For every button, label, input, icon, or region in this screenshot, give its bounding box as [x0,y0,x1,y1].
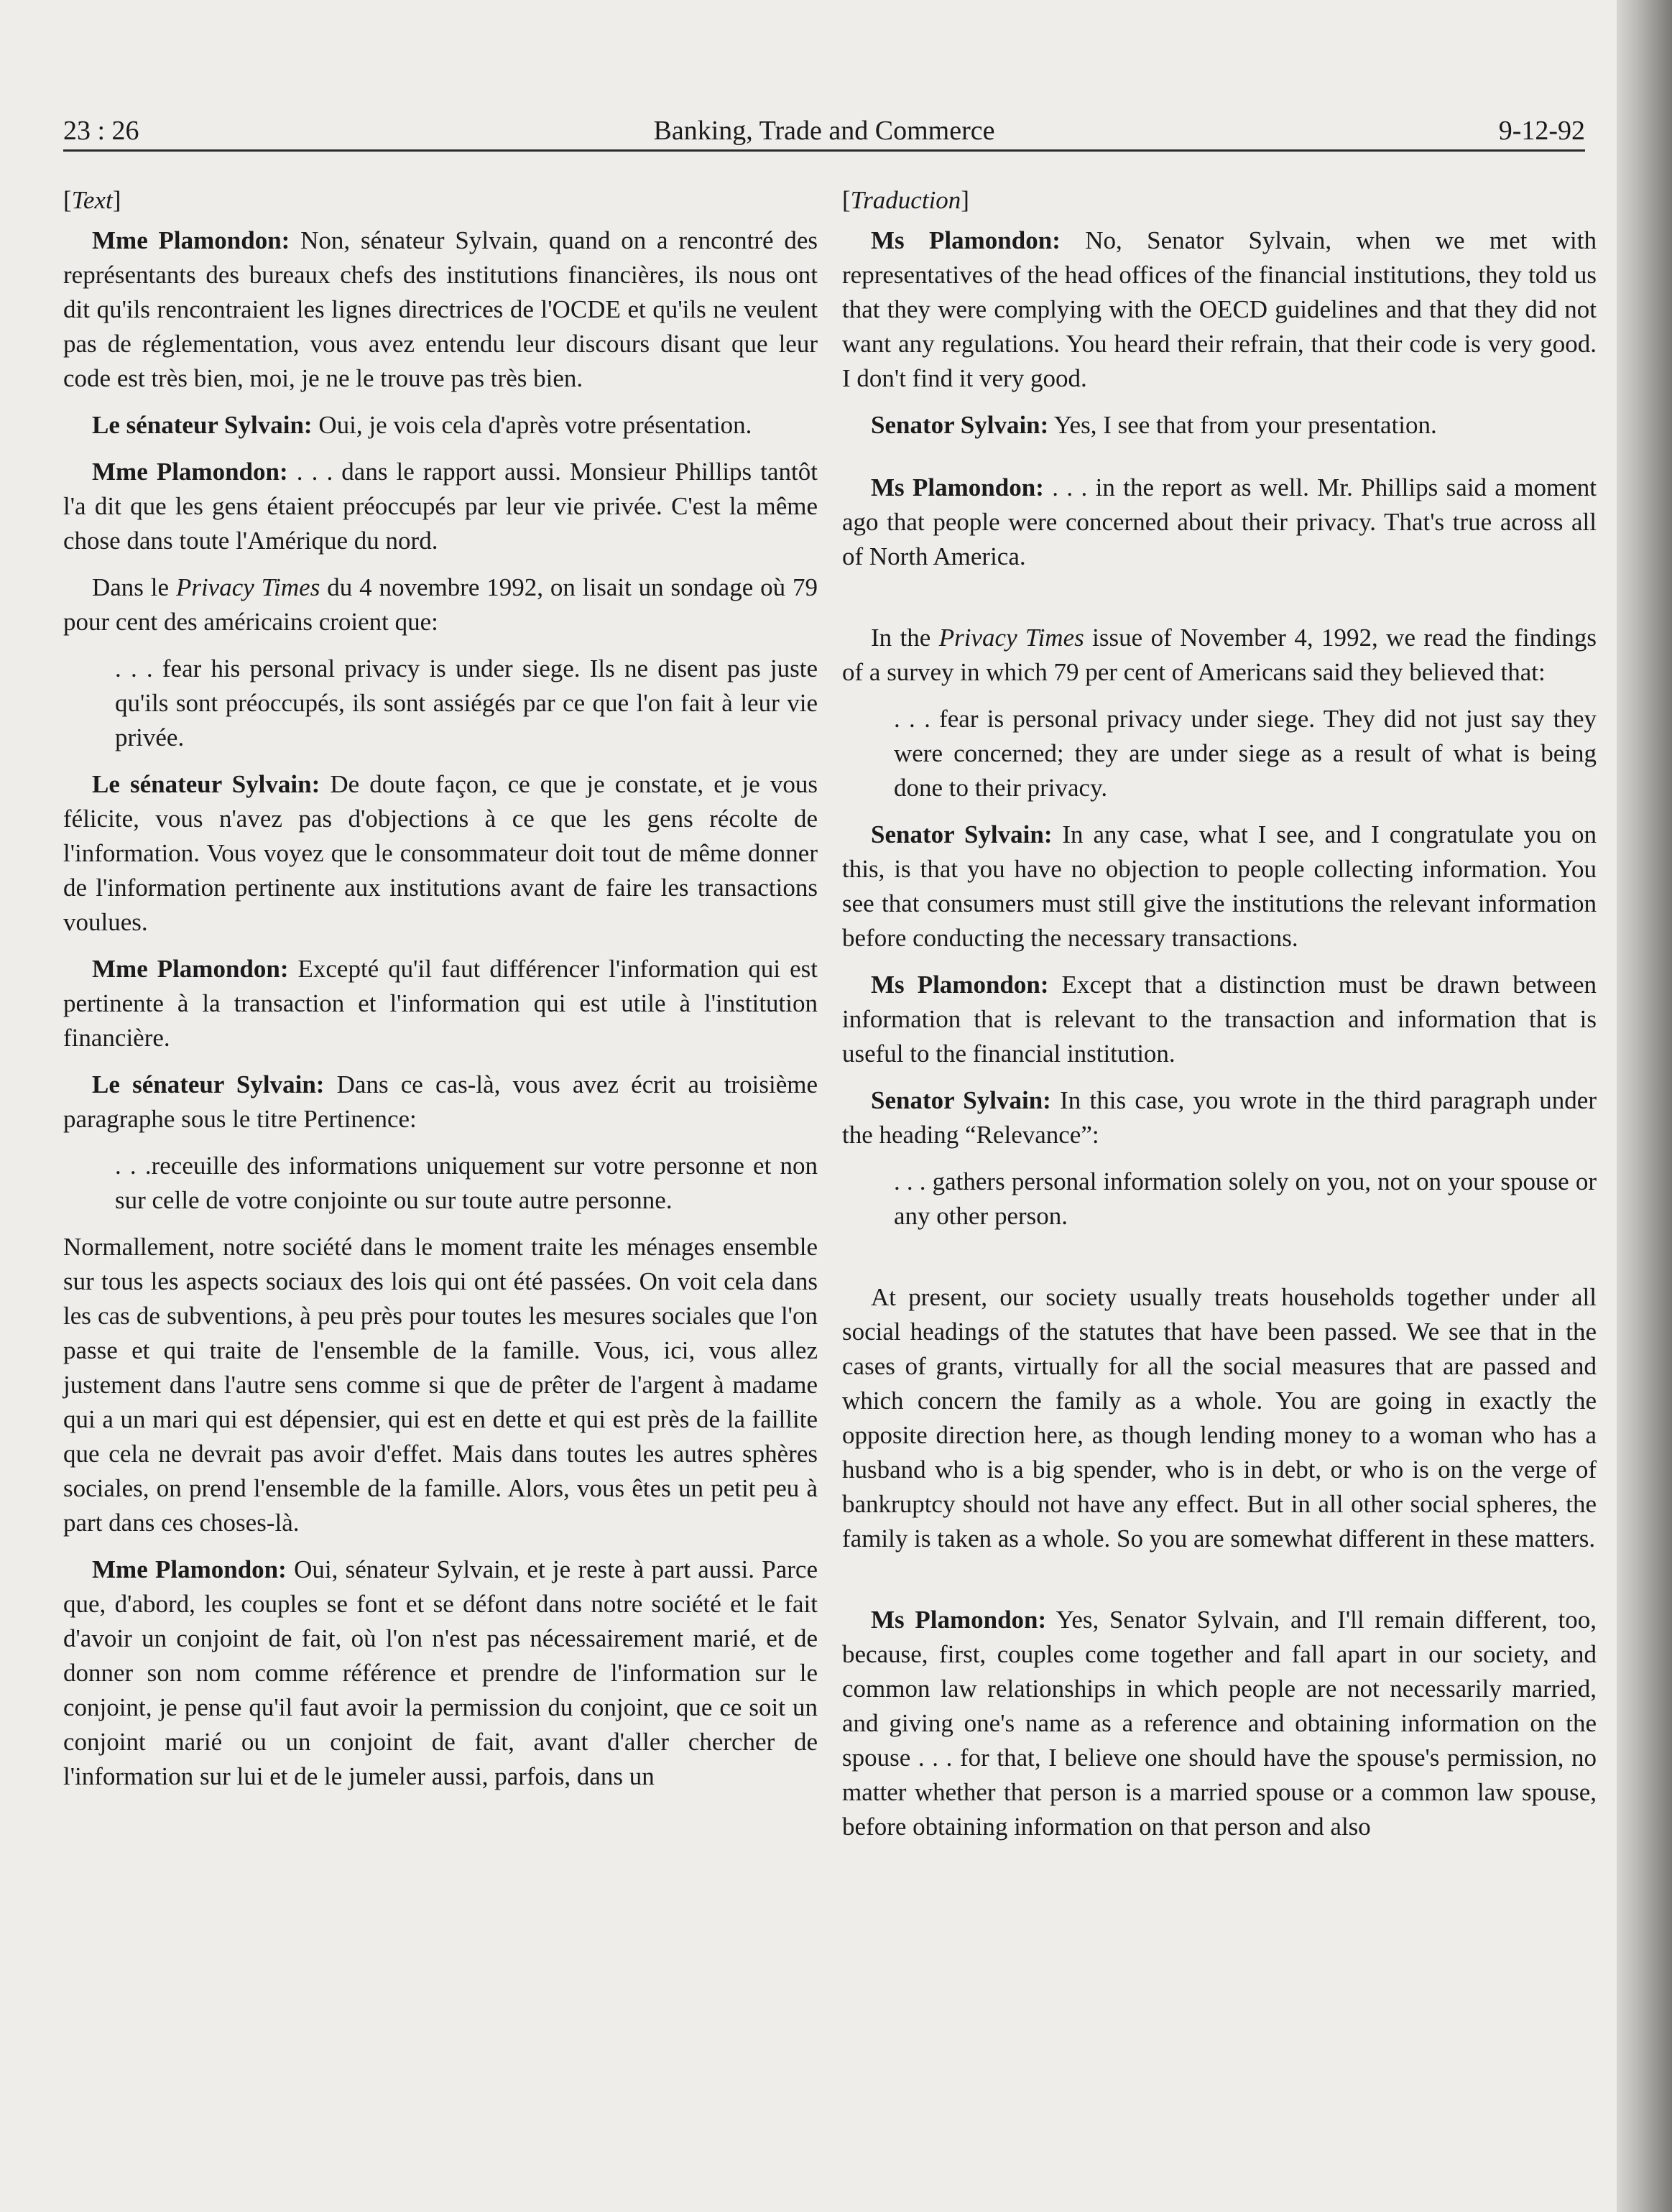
speaker-name: Le sénateur Sylvain: [92,1070,325,1098]
spacer [842,455,1597,471]
paragraph: At present, our society usually treats households together under all social headings of the statutes that have been passed. We see that in the cases of grants, virtually for all the social measures that are passed and which concern the family as a whole. You are going in exactly the opposite direction here, as though lending money to a woman who has a husband who is a big spender, who is in debt, or who is on the verge of bankruptcy should not have any effect. But in all other social spheres, the family is taken as a whole. So you are somewhat different in these matters. [842,1283,1597,1552]
page-number: 23 : 26 [63,116,139,146]
paragraph: Senator Sylvain: Yes, I see that from your presentation. [871,411,1437,439]
english-column [842,183,1597,1856]
language-label: [Text] [63,186,121,214]
paragraph: Mme Plamondon: Oui, sénateur Sylvain, et je reste à part aussi. Parce que, d'abord, les couples se font et se défont dans notre société et le fait d'avoir un conjoint de fait, où l'on n'est pas nécessairement marié, et de donner son nom comme référence et prendre de l'information sur le conjoint, je pense qu'il faut avoir la permission du conjoint, que ce soit un conjoint marié ou un conjoint de fait, avant d'aller chercher de l'information sur lui et de le jumeler aussi, parfois, dans un [63,1555,818,1790]
spacer [842,1246,1597,1280]
paragraph: Normallement, notre société dans le moment traite les ménages ensemble sur tous les aspects sociaux des lois qui ont été passées. On voit cela dans les cas de subventions, à peu près pour toutes les mesures sociales que l'on passe et qui traite de l'ensemble de la famille. Vous, ici, vous allez justement dans l'autre sens comme si que de prêter de l'argent à madame qui a un mari qui est dépensier, qui est en dette et qui est près de la faillite que cela ne devrait pas avoir d'effet. Mais dans toutes les autres sphères sociales, on prend l'ensemble de la famille. Alors, vous êtes un petit peu à part dans ces choses-là. [63,1233,818,1537]
paragraph: Ms Plamondon: Except that a distinction must be drawn between information that is relevant to the transaction and information that is useful to the financial institution. [842,971,1597,1068]
paragraph: Le sénateur Sylvain: De doute façon, ce que je constate, et je vous félicite, vous n'avez pas d'objections à ce que les gens récolte de l'information. Vous voyez que le consommateur doit tout de même donner de l'information pertinente aux institutions avant de faire les transactions voulues. [63,770,818,936]
speaker-name: Le sénateur Sylvain: [92,770,320,798]
block-quote: . . . fear is personal privacy under siege. They did not just say they were concerned; they are under siege as a result of what is being done to their privacy. [894,705,1597,802]
paragraph: Mme Plamondon: Excepté qu'il faut différencer l'information qui est pertinente à la transaction et l'information qui est utile à l'institution financière. [63,955,818,1052]
page-header [63,114,1585,152]
speaker-name: Mme Plamondon: [92,458,288,486]
speaker-name: Senator Sylvain: [871,1086,1051,1114]
page-date: 9-12-92 [1498,116,1585,146]
speaker-name: Senator Sylvain: [871,820,1053,848]
block-quote: . . . gathers personal information solely on you, not on your spouse or any other person. [894,1167,1597,1230]
paragraph: Ms Plamondon: . . . in the report as well. Mr. Phillips said a moment ago that people were concerned about their privacy. That's true across all of North America. [842,473,1597,570]
speaker-name: Mme Plamondon: [92,1555,287,1583]
paragraph: Senator Sylvain: In this case, you wrote in the third paragraph under the heading “Relevance”: [842,1086,1597,1149]
speaker-name: Le sénateur Sylvain: [92,411,313,439]
language-label: [Traduction] [842,186,969,214]
block-quote: . . .receuille des informations uniquement sur votre personne et non sur celle de votre conjointe ou sur toute autre personne. [115,1152,818,1214]
speaker-name: Ms Plamondon: [871,1606,1047,1634]
paragraph: Le sénateur Sylvain: Dans ce cas-là, vous avez écrit au troisième paragraphe sous le titre Pertinence: [63,1070,818,1133]
speaker-name: Ms Plamondon: [871,971,1049,999]
paragraph: Ms Plamondon: Yes, Senator Sylvain, and I'll remain different, too, because, first, couples come together and fall apart in our society, and common law relationships in which people are not necessarily married, and giving one's name as a reference and obtaining information on the spouse . . . for that, I believe one should have the spouse's permission, no matter whether that person is a married spouse or a common law spouse, before obtaining information on that person and also [842,1606,1597,1841]
paragraph: Dans le Privacy Times du 4 novembre 1992, on lisait un sondage où 79 pour cent des américains croient que: [63,573,818,636]
publication-title: Privacy Times [175,573,320,601]
page-binding-edge [1617,0,1672,2212]
spacer [842,1568,1597,1603]
paragraph: Senator Sylvain: In any case, what I see, and I congratulate you on this, is that you have no objection to people collecting information. You see that consumers must still give the institutions the relevant information before conducting the necessary transactions. [842,820,1597,952]
speaker-name: Mme Plamondon: [92,955,289,983]
paragraph: Mme Plamondon: Non, sénateur Sylvain, quand on a rencontré des représentants des bureaux chefs des institutions financières, ils nous ont dit qu'ils rencontraient les lignes directrices de l'OCDE et qu'ils ne veulent pas de réglementation, vous avez entendu leur discours disant que leur code est très bien, moi, je ne le trouve pas très bien. [63,226,818,392]
block-quote: . . . fear his personal privacy is under siege. Ils ne disent pas juste qu'ils sont préoccupés, ils sont assiégés par ce que l'on fait à leur vie privée. [115,654,818,751]
paragraph: In the Privacy Times issue of November 4, 1992, we read the findings of a survey in which 79 per cent of Americans said they believed that: [842,624,1597,686]
committee-title: Banking, Trade and Commerce [653,116,995,146]
paragraph: Mme Plamondon: . . . dans le rapport aussi. Monsieur Phillips tantôt l'a dit que les gens étaient préoccupés par leur vie privée. C'est la même chose dans toute l'Amérique du nord. [63,458,818,555]
paragraph: Le sénateur Sylvain: Oui, je vois cela d'après votre présentation. [92,411,752,439]
spacer [842,586,1597,621]
speaker-name: Mme Plamondon: [92,226,290,254]
speaker-name: Ms Plamondon: [871,226,1061,254]
paragraph: Ms Plamondon: No, Senator Sylvain, when we met with representatives of the head offices of the financial institutions, they told us that they were complying with the OECD guidelines and that they did not want any regulations. You heard their refrain, that their code is very good. I don't find it very good. [842,226,1597,392]
speaker-name: Ms Plamondon: [871,473,1044,501]
french-column [63,183,818,1806]
speaker-name: Senator Sylvain: [871,411,1049,439]
publication-title: Privacy Times [938,624,1084,652]
